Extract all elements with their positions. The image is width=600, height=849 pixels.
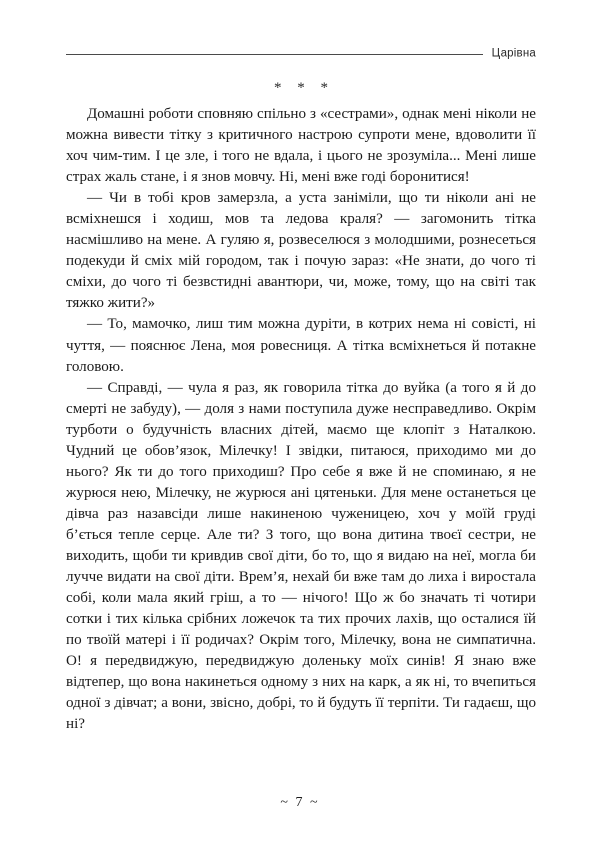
body-text (66, 104, 536, 735)
header-rule-divider (66, 54, 483, 55)
scene-break-asterism: * * * (274, 80, 334, 96)
page-number: ~ 7 ~ (280, 795, 320, 810)
paragraph: Домашні роботи сповняю спільно з «сестрами», однак мені ніколи не можна вивести тітку з критичного настрою супроти мене, вдоволити її хоч чим-тим. І це зле, і того не вдала, і цього не зрозуміла... Мені лише страх жаль стане, і я знов мовчу. Ні, мені вже годі боронитися! (66, 106, 536, 186)
book-title: Царівна (491, 47, 536, 60)
running-header (66, 46, 536, 62)
paragraph: — Справді, — чула я раз, як говорила тітка до вуйка (а того я й до смерті не забуду), — доля з нами поступила дуже несправедливо. Окрім турботи о будучність власних дітей, маємо ще клопіт з Наталкою. Чудний це обов’язок, Мілечку! І звідки, питаюся, приходимо ми до нього? Як ти до того приходиш? Про себе я вже й не споминаю, я не журюся нею, Мілечку, не журюся ані цятеньки. Для мене останеться це дівча раз назавсіди лише накиненою чуженицею, хоч у моїй груді б’ється тепле серце. Але ти? З того, що вона дитина твоєї сестри, не виходить, щоби ти кривдив свої діти, бо то, що я видаю на неї, могла би лучче видати на свої діти. Врем’я, нехай би вже там до лиха і виростала собі, коли мала який гріш, а то — нічого! Що ж бо значать ті чотири сотки і тих кілька срібних ложечок та тих прочих лахів, що осталися їй по твоїй матері і її родичах? Окрім того, Мілечку, вона не симпатична. О! я передвиджую, передвиджую доленьку моїх синів! Я знаю вже відтепер, що вона накинеться одному з них на карк, а як ні, то вчепиться одної з дівчат; а вони, звісно, добрі, то й будуть її терпіти. Ти гадаєш, що ні? (66, 379, 536, 733)
paragraph: — Чи в тобі кров замерзла, а уста заніміли, що ти ніколи ані не всміхнешся і ходиш, мов та ледова краля? — загомонить тітка насмішливо на мене. А гуляю я, розвеселюся з молодшими, рознесеться подекуди й сміх мій городом, так і почую зараз: «Не знати, до чого ті сміхи, до чого ті безвстидні авантюри, чи, може, тому, що на світі так тяжко жити?» (66, 190, 536, 312)
paragraph: — То, мамочко, лиш тим можна дуріти, в котрих нема ні совісті, ні чуття, — пояснює Лена, моя ровесниця. А тітка всміхнеться й потакне головою. (66, 316, 536, 375)
